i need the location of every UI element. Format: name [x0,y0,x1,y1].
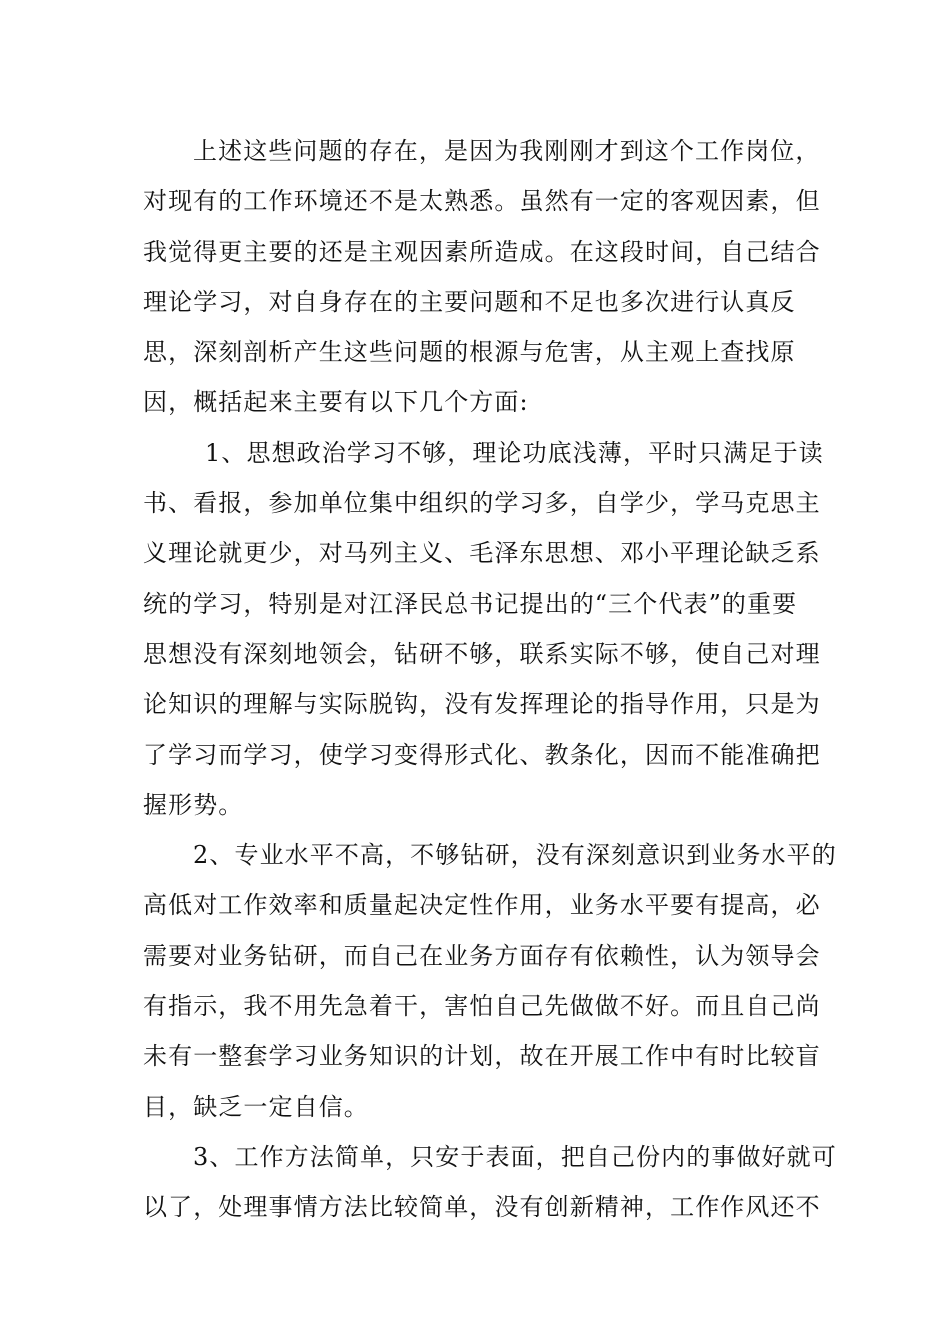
text-line: 思，深刻剖析产生这些问题的根源与危害，从主观上查找原 [143,338,796,367]
text-line: 书、看报，参加单位集中组织的学习多，自学少，学马克思主 [143,489,821,518]
text-line: 以了，处理事情方法比较简单，没有创新精神，工作作风还不 [143,1193,821,1222]
text-line: 2、专业水平不高，不够钻研，没有深刻意识到业务水平的 [193,841,837,870]
text-line: 需要对业务钻研，而自己在业务方面存有依赖性，认为领导会 [143,941,821,970]
text-line: 统的学习，特别是对江泽民总书记提出的“三个代表”的重要 [143,589,798,618]
text-line: 1、思想政治学习不够，理论功底浅薄，平时只满足于读 [205,438,824,467]
text-line: 未有一整套学习业务知识的计划，故在开展工作中有时比较盲 [143,1042,821,1071]
text-line: 因，概括起来主要有以下几个方面: [143,388,529,417]
text-line: 目，缺乏一定自信。 [143,1092,369,1121]
text-line: 理论学习，对自身存在的主要问题和不足也多次进行认真反 [143,287,796,316]
text-line: 我觉得更主要的还是主观因素所造成。在这段时间，自己结合 [143,237,821,266]
text-line: 了学习而学习，使学习变得形式化、教条化，因而不能准确把 [143,740,821,769]
text-line: 对现有的工作环境还不是太熟悉。虽然有一定的客观因素，但 [143,187,821,216]
text-line: 思想没有深刻地领会，钻研不够，联系实际不够，使自己对理 [143,639,821,668]
text-line: 握形势。 [143,790,244,819]
text-line: 义理论就更少，对马列主义、毛泽东思想、邓小平理论缺乏系 [143,539,821,568]
text-line: 高低对工作效率和质量起决定性作用，业务水平要有提高，必 [143,891,821,920]
text-line: 3、工作方法简单，只安于表面，把自己份内的事做好就可 [193,1142,837,1171]
text-line: 论知识的理解与实际脱钩，没有发挥理论的指导作用，只是为 [143,690,821,719]
text-line: 上述这些问题的存在，是因为我刚刚才到这个工作岗位， [193,137,821,165]
document-body [143,126,837,1233]
text-line: 有指示，我不用先急着干，害怕自己先做做不好。而且自己尚 [143,992,821,1021]
